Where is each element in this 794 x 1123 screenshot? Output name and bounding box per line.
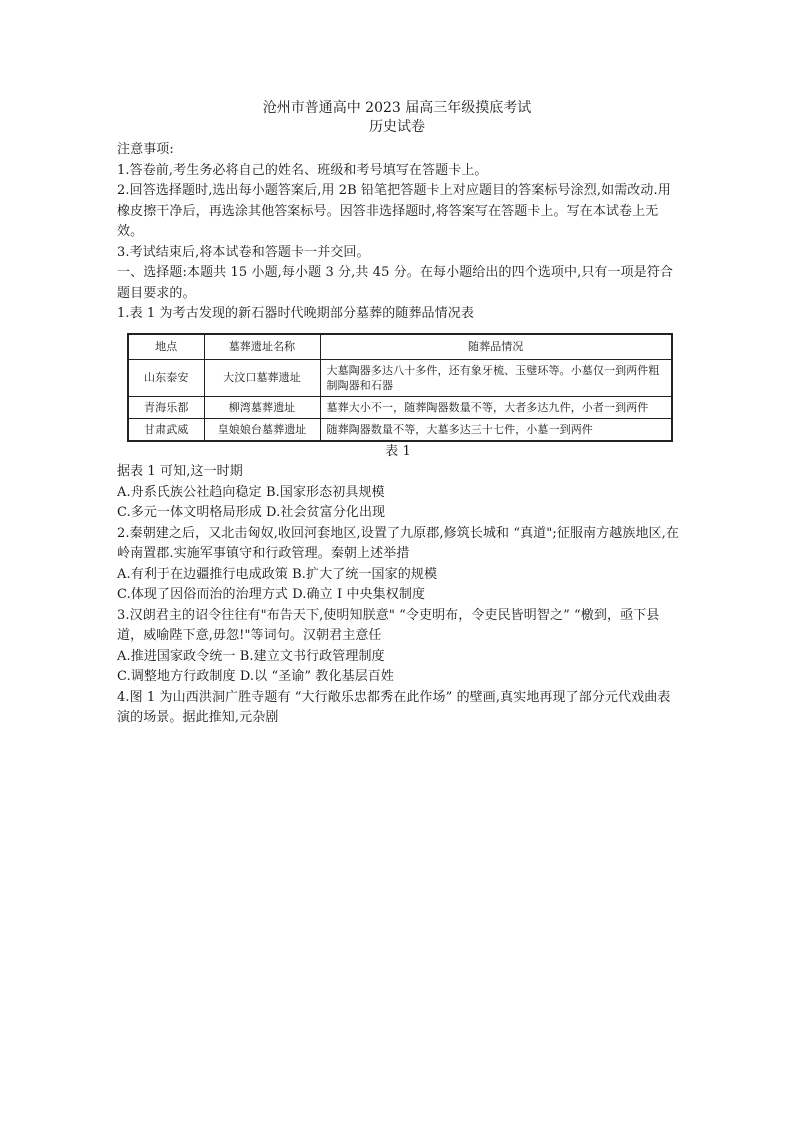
notice-item-3: 3.考试结束后,将本试卷和答题卡一并交回。 <box>117 244 370 260</box>
q4-stem: 4.图 1 为山西洪洞广胜寺题有 “大行敞乐忠都秀在此作场” 的壁画,真实地再现了部分元代戏曲表演的场景。据此推知,元杂剧 <box>117 689 671 725</box>
exam-title: 沧州市普通高中 2023 届高三年级摸底考试 <box>262 100 532 116</box>
table-header-cell: 随葬品情况 <box>320 334 672 360</box>
table-row <box>128 418 672 441</box>
q1-lead: 据表 1 可知,这一时期 <box>117 464 243 479</box>
notice-heading: 注意事项: <box>117 142 174 157</box>
burial-table-wrapper <box>127 333 673 442</box>
exam-body <box>117 140 679 729</box>
section-intro: 一、选择题:本题共 15 小题,每小题 3 分,共 45 分。在每小题给出的四个选项中,只有一项是符合题目要求的。 <box>117 265 674 301</box>
table-cell: 柳湾墓葬遗址 <box>204 396 320 418</box>
table-cell: 山东泰安 <box>128 359 204 396</box>
table-row <box>128 396 672 418</box>
table-cell: 甘肃武威 <box>128 418 204 441</box>
q2-stem: 2.秦朝建之后，又北击匈奴,收回河套地区,设置了九原郡,修筑长城和 “真道";征服南方越族地区,在岭南置郡.实施军事镇守和行政管理。秦朝上述举措 <box>117 525 679 561</box>
table-header-row <box>128 334 672 360</box>
q1-stem: 1.表 1 为考古发现的新石器时代晚期部分墓葬的随葬品情况表 <box>117 306 474 321</box>
table-header-cell: 地点 <box>128 334 204 360</box>
burial-table <box>127 333 673 442</box>
q1-option-ab: A.舟系氏族公社趋向稳定 B.国家形态初具规模 <box>117 484 385 500</box>
exam-subtitle: 历史试卷 <box>369 119 425 135</box>
table-cell: 青海乐都 <box>128 396 204 418</box>
q3-stem: 3.汉朗君主的诏令往往有"布告天下,使明知朕意" “令吏明布，令吏民皆明智之” “檄到，亟下县道，威喻陛下意,毋忽!"等词句。汉朝君主意任 <box>117 607 660 643</box>
table-header-cell: 墓葬遗址名称 <box>204 334 320 360</box>
notice-item-2: 2.回答选择题时,选出每小题答案后,用 2B 铅笔把答题卡上对应题目的答案标号涂烈,如需改动.用橡皮擦干净后，再选涂其他答案标号。因答非选择题时,将答案写在答题卡上。写在本试卷上无效。 <box>117 183 671 239</box>
q3-option-cd: C.调整地方行政制度 D.以 “圣谕” 教化基层百姓 <box>117 669 394 684</box>
table-caption: 表 1 <box>385 443 411 459</box>
notice-item-1: 1.答卷前,考生务必将自己的姓名、班级和考号填写在答题卡上。 <box>117 162 488 178</box>
q1-option-cd: C.多元一体文明格局形成 D.社会贫富分化出现 <box>117 505 386 520</box>
table-cell: 墓葬大小不一，随葬陶器数量不等，大者多达九件，小者一到两件 <box>320 396 672 418</box>
q2-option-cd: C.体现了因俗而治的治理方式 D.确立 I 中央集权制度 <box>117 587 426 602</box>
q2-option-ab: A.有利于在边疆推行电成政策 B.扩大了统一国家的规模 <box>117 566 438 582</box>
table-cell: 大汶口墓葬遗址 <box>204 359 320 396</box>
table-cell: 随葬陶器数量不等，大墓多达三十七件，小墓一到两件 <box>320 418 672 441</box>
q3-option-ab: A.推进国家政令统一 B.建立文书行政管理制度 <box>117 648 385 664</box>
table-row <box>128 359 672 396</box>
table-cell: 大墓陶器多达八十多件，还有象牙梳、玉璧环等。小墓仅一到两件粗制陶器和石器 <box>320 359 672 396</box>
table-cell: 皇娘娘台墓葬遗址 <box>204 418 320 441</box>
